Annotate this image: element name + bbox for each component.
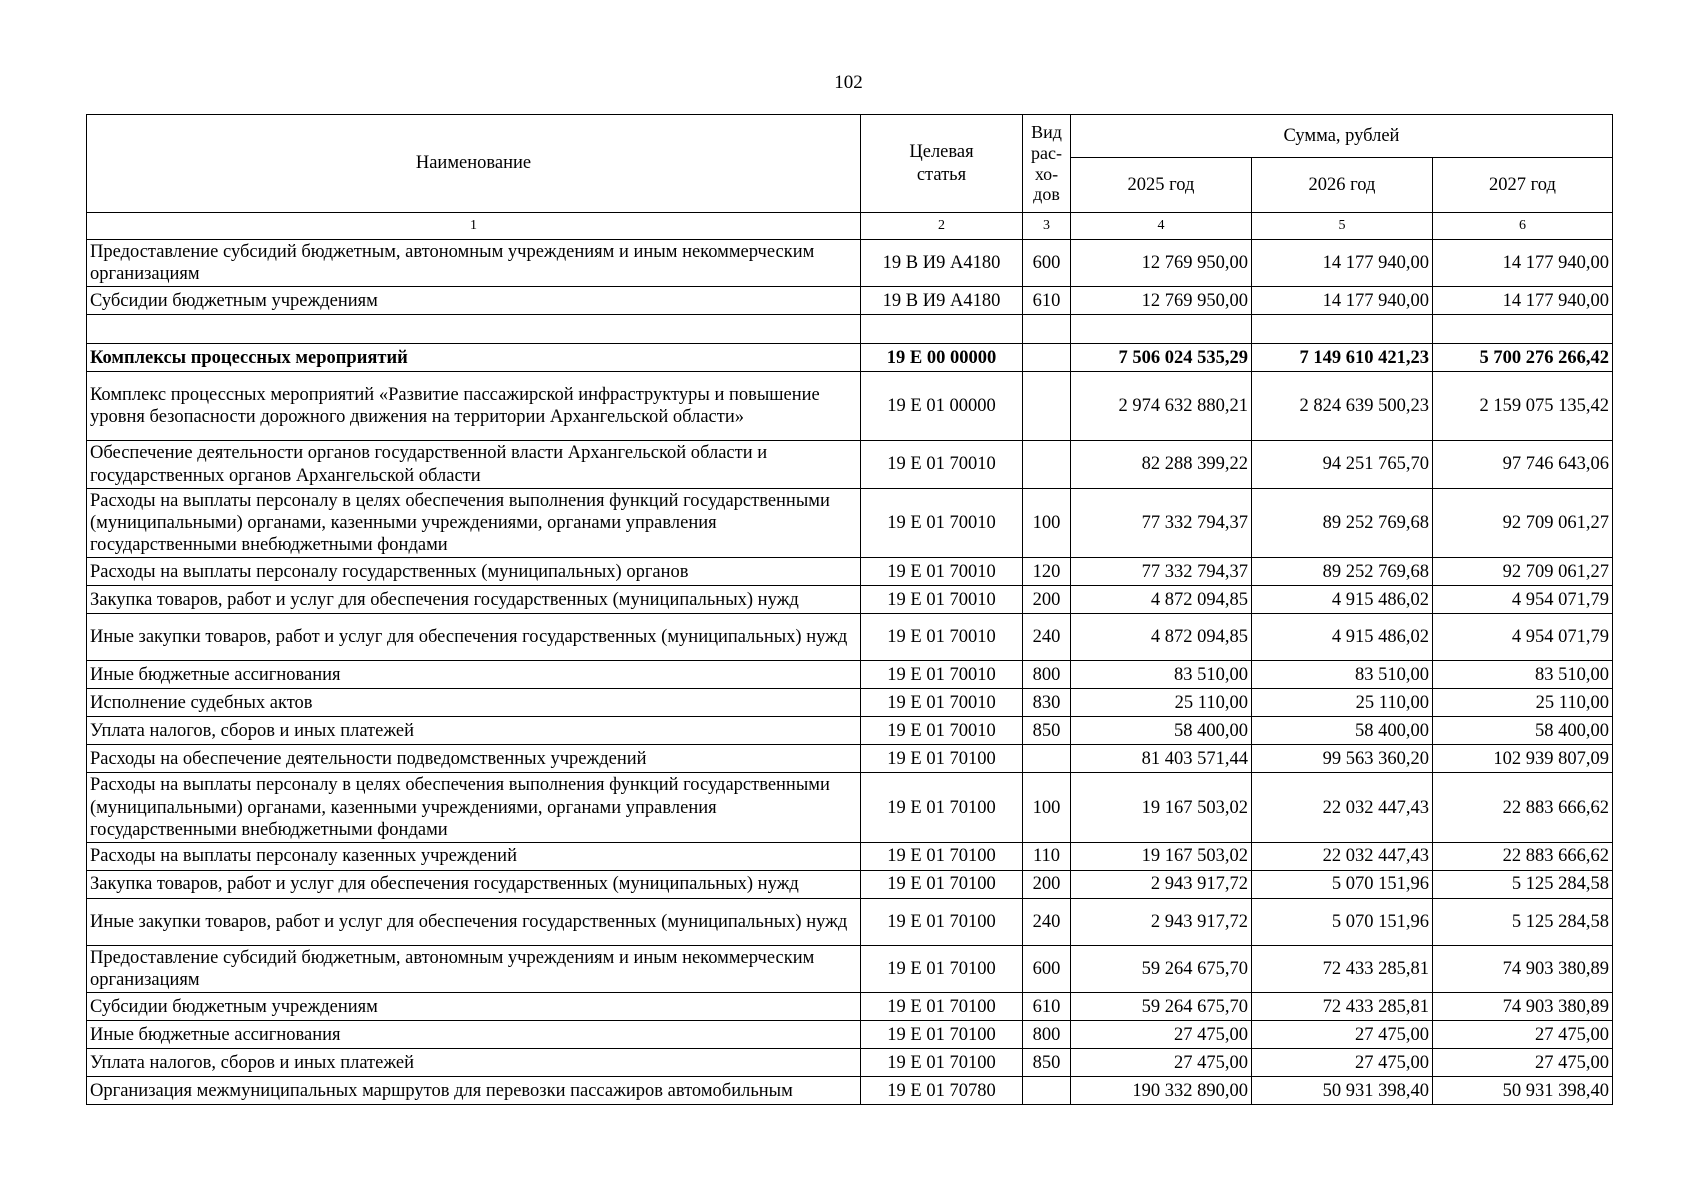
row-expense-type: 610 (1023, 993, 1071, 1021)
row-sum-2025: 2 943 917,72 (1071, 870, 1252, 898)
row-sum-2026: 14 177 940,00 (1252, 287, 1433, 315)
table-header (87, 115, 1613, 240)
column-number: 6 (1433, 213, 1613, 240)
row-target-article: 19 Е 01 70100 (861, 898, 1023, 945)
row-sum-2026: 5 070 151,96 (1252, 898, 1433, 945)
row-sum-2025: 25 110,00 (1071, 689, 1252, 717)
row-sum-2025: 4 872 094,85 (1071, 586, 1252, 614)
table-row (87, 661, 1613, 689)
row-expense-type (1023, 441, 1071, 488)
row-sum-2025: 19 167 503,02 (1071, 842, 1252, 870)
row-expense-type: 200 (1023, 586, 1071, 614)
table-row (87, 1077, 1613, 1105)
table-row (87, 287, 1613, 315)
header-target-article (861, 115, 1023, 213)
header-expense-type-line3: хо- (1034, 163, 1059, 184)
row-name: Субсидии бюджетным учреждениям (87, 993, 861, 1021)
row-target-article: 19 Е 01 70100 (861, 1049, 1023, 1077)
row-name: Комплексы процессных мероприятий (87, 344, 861, 372)
row-sum-2027: 5 125 284,58 (1433, 870, 1613, 898)
row-sum-2027: 5 125 284,58 (1433, 898, 1613, 945)
column-number: 5 (1252, 213, 1433, 240)
row-expense-type: 610 (1023, 287, 1071, 315)
row-target-article: 19 Е 01 70100 (861, 993, 1023, 1021)
row-sum-2025: 59 264 675,70 (1071, 993, 1252, 1021)
table-row (87, 240, 1613, 287)
row-sum-2026: 72 433 285,81 (1252, 993, 1433, 1021)
row-sum-2027: 58 400,00 (1433, 717, 1613, 745)
row-expense-type (1023, 1077, 1071, 1105)
row-name: Уплата налогов, сборов и иных платежей (87, 717, 861, 745)
row-name: Расходы на выплаты персоналу в целях обеспечения выполнения функций государственными (муниципальными) органами, казенными учреждениями, органами управления государственными внебюджетными фондами (87, 488, 861, 558)
column-number: 4 (1071, 213, 1252, 240)
row-sum-2025: 77 332 794,37 (1071, 558, 1252, 586)
row-sum-2026: 2 824 639 500,23 (1252, 372, 1433, 441)
table-row (87, 689, 1613, 717)
header-name: Наименование (87, 115, 861, 213)
row-sum-2026: 27 475,00 (1252, 1049, 1433, 1077)
row-expense-type: 830 (1023, 689, 1071, 717)
row-name: Уплата налогов, сборов и иных платежей (87, 1049, 861, 1077)
row-sum-2025: 82 288 399,22 (1071, 441, 1252, 488)
table-row (87, 1049, 1613, 1077)
row-name: Расходы на обеспечение деятельности подведомственных учреждений (87, 745, 861, 773)
row-sum-2027: 2 159 075 135,42 (1433, 372, 1613, 441)
row-expense-type (1023, 745, 1071, 773)
row-sum-2025: 81 403 571,44 (1071, 745, 1252, 773)
row-sum-2026: 99 563 360,20 (1252, 745, 1433, 773)
table-row (87, 441, 1613, 488)
row-target-article: 19 Е 01 70010 (861, 558, 1023, 586)
row-target-article: 19 Е 01 70010 (861, 717, 1023, 745)
row-name: Расходы на выплаты персоналу в целях обеспечения выполнения функций государственными (муниципальными) органами, казенными учреждениями, органами управления государственными внебюджетными фондами (87, 773, 861, 843)
header-expense-type (1023, 115, 1071, 213)
budget-table (86, 114, 1613, 1105)
row-target-article: 19 Е 01 70010 (861, 441, 1023, 488)
row-sum-2025: 59 264 675,70 (1071, 945, 1252, 992)
header-expense-type-line1: Вид (1031, 122, 1062, 143)
header-sum: Сумма, рублей (1071, 115, 1613, 158)
row-sum-2027: 74 903 380,89 (1433, 945, 1613, 992)
row-sum-2027: 83 510,00 (1433, 661, 1613, 689)
row-sum-2027: 22 883 666,62 (1433, 842, 1613, 870)
row-target-article: 19 В И9 А4180 (861, 287, 1023, 315)
row-expense-type (1023, 372, 1071, 441)
row-expense-type: 800 (1023, 661, 1071, 689)
table-row (87, 898, 1613, 945)
row-sum-2025: 83 510,00 (1071, 661, 1252, 689)
row-name: Иные закупки товаров, работ и услуг для обеспечения государственных (муниципальных) нужд (87, 898, 861, 945)
row-name: Иные бюджетные ассигнования (87, 1021, 861, 1049)
row-expense-type (1023, 315, 1071, 344)
row-sum-2026: 22 032 447,43 (1252, 842, 1433, 870)
row-name (87, 315, 861, 344)
row-expense-type: 100 (1023, 488, 1071, 558)
row-sum-2025: 2 974 632 880,21 (1071, 372, 1252, 441)
row-sum-2027: 97 746 643,06 (1433, 441, 1613, 488)
row-target-article: 19 Е 01 70100 (861, 945, 1023, 992)
row-sum-2026 (1252, 315, 1433, 344)
row-sum-2027: 4 954 071,79 (1433, 586, 1613, 614)
row-target-article: 19 Е 01 70100 (861, 745, 1023, 773)
row-name: Организация межмуниципальных маршрутов для перевозки пассажиров автомобильным (87, 1077, 861, 1105)
row-sum-2026: 89 252 769,68 (1252, 488, 1433, 558)
row-sum-2025: 2 943 917,72 (1071, 898, 1252, 945)
row-name: Иные закупки товаров, работ и услуг для обеспечения государственных (муниципальных) нужд (87, 614, 861, 661)
row-sum-2026: 5 070 151,96 (1252, 870, 1433, 898)
column-number: 1 (87, 213, 861, 240)
row-name: Закупка товаров, работ и услуг для обеспечения государственных (муниципальных) нужд (87, 586, 861, 614)
table-row (87, 945, 1613, 992)
row-sum-2026: 7 149 610 421,23 (1252, 344, 1433, 372)
row-expense-type: 600 (1023, 945, 1071, 992)
table-row (87, 344, 1613, 372)
row-sum-2027: 14 177 940,00 (1433, 287, 1613, 315)
table-row (87, 717, 1613, 745)
page-number: 102 (834, 72, 863, 93)
row-target-article: 19 Е 01 70010 (861, 661, 1023, 689)
row-expense-type: 850 (1023, 717, 1071, 745)
row-name: Обеспечение деятельности органов государственной власти Архангельской области и государственных органов Архангельской области (87, 441, 861, 488)
row-sum-2027 (1433, 315, 1613, 344)
row-sum-2025: 58 400,00 (1071, 717, 1252, 745)
row-sum-2027: 27 475,00 (1433, 1049, 1613, 1077)
row-sum-2025: 7 506 024 535,29 (1071, 344, 1252, 372)
row-sum-2025: 12 769 950,00 (1071, 240, 1252, 287)
row-sum-2027: 5 700 276 266,42 (1433, 344, 1613, 372)
row-sum-2026: 72 433 285,81 (1252, 945, 1433, 992)
header-target-article-line1: Целевая (909, 142, 974, 163)
row-sum-2026: 83 510,00 (1252, 661, 1433, 689)
table-row (87, 488, 1613, 558)
table-row (87, 614, 1613, 661)
table-row (87, 842, 1613, 870)
row-sum-2026: 22 032 447,43 (1252, 773, 1433, 843)
column-number: 3 (1023, 213, 1071, 240)
column-number-row (87, 213, 1613, 240)
row-expense-type: 850 (1023, 1049, 1071, 1077)
row-sum-2026: 89 252 769,68 (1252, 558, 1433, 586)
row-target-article: 19 Е 01 70780 (861, 1077, 1023, 1105)
row-target-article: 19 Е 01 70100 (861, 870, 1023, 898)
header-expense-type-line2: рас- (1031, 142, 1062, 163)
row-name: Закупка товаров, работ и услуг для обеспечения государственных (муниципальных) нужд (87, 870, 861, 898)
row-sum-2026: 94 251 765,70 (1252, 441, 1433, 488)
header-year-2027: 2027 год (1433, 158, 1613, 213)
row-sum-2027: 27 475,00 (1433, 1021, 1613, 1049)
row-expense-type: 600 (1023, 240, 1071, 287)
row-name: Исполнение судебных актов (87, 689, 861, 717)
row-name: Расходы на выплаты персоналу государственных (муниципальных) органов (87, 558, 861, 586)
column-number: 2 (861, 213, 1023, 240)
row-expense-type: 200 (1023, 870, 1071, 898)
row-target-article: 19 Е 00 00000 (861, 344, 1023, 372)
row-sum-2027: 50 931 398,40 (1433, 1077, 1613, 1105)
row-target-article: 19 Е 01 70100 (861, 1021, 1023, 1049)
row-sum-2026: 50 931 398,40 (1252, 1077, 1433, 1105)
row-expense-type: 240 (1023, 614, 1071, 661)
row-name: Комплекс процессных мероприятий «Развитие пассажирской инфраструктуры и повышение уровня безопасности дорожного движения на территории Архангельской области» (87, 372, 861, 441)
row-sum-2027: 92 709 061,27 (1433, 488, 1613, 558)
row-target-article: 19 Е 01 00000 (861, 372, 1023, 441)
row-expense-type: 120 (1023, 558, 1071, 586)
row-sum-2027: 4 954 071,79 (1433, 614, 1613, 661)
row-sum-2027: 25 110,00 (1433, 689, 1613, 717)
row-sum-2026: 4 915 486,02 (1252, 614, 1433, 661)
table-row (87, 586, 1613, 614)
row-sum-2025: 4 872 094,85 (1071, 614, 1252, 661)
row-target-article: 19 Е 01 70010 (861, 488, 1023, 558)
row-sum-2027: 14 177 940,00 (1433, 240, 1613, 287)
row-name: Расходы на выплаты персоналу казенных учреждений (87, 842, 861, 870)
header-target-article-line2: статья (916, 164, 967, 185)
table-row (87, 315, 1613, 344)
row-expense-type: 100 (1023, 773, 1071, 843)
row-sum-2025: 27 475,00 (1071, 1049, 1252, 1077)
row-sum-2027: 92 709 061,27 (1433, 558, 1613, 586)
row-target-article: 19 В И9 А4180 (861, 240, 1023, 287)
row-sum-2026: 25 110,00 (1252, 689, 1433, 717)
row-name: Предоставление субсидий бюджетным, автономным учреждениям и иным некоммерческим организациям (87, 240, 861, 287)
row-expense-type: 110 (1023, 842, 1071, 870)
row-sum-2026: 4 915 486,02 (1252, 586, 1433, 614)
row-target-article: 19 Е 01 70010 (861, 586, 1023, 614)
row-sum-2026: 27 475,00 (1252, 1021, 1433, 1049)
row-target-article: 19 Е 01 70010 (861, 614, 1023, 661)
row-sum-2025 (1071, 315, 1252, 344)
row-sum-2025: 190 332 890,00 (1071, 1077, 1252, 1105)
row-target-article: 19 Е 01 70100 (861, 773, 1023, 843)
header-year-2026: 2026 год (1252, 158, 1433, 213)
row-target-article (861, 315, 1023, 344)
row-sum-2025: 77 332 794,37 (1071, 488, 1252, 558)
row-expense-type: 800 (1023, 1021, 1071, 1049)
row-sum-2026: 58 400,00 (1252, 717, 1433, 745)
table-row (87, 745, 1613, 773)
row-sum-2026: 14 177 940,00 (1252, 240, 1433, 287)
header-year-2025: 2025 год (1071, 158, 1252, 213)
row-sum-2025: 27 475,00 (1071, 1021, 1252, 1049)
table-row (87, 558, 1613, 586)
row-sum-2027: 22 883 666,62 (1433, 773, 1613, 843)
table-row (87, 773, 1613, 843)
row-expense-type (1023, 344, 1071, 372)
row-target-article: 19 Е 01 70100 (861, 842, 1023, 870)
row-sum-2025: 19 167 503,02 (1071, 773, 1252, 843)
table-body (87, 240, 1613, 1105)
table-row (87, 372, 1613, 441)
row-expense-type: 240 (1023, 898, 1071, 945)
table-row (87, 870, 1613, 898)
row-sum-2027: 74 903 380,89 (1433, 993, 1613, 1021)
row-name: Субсидии бюджетным учреждениям (87, 287, 861, 315)
table-row (87, 993, 1613, 1021)
row-sum-2027: 102 939 807,09 (1433, 745, 1613, 773)
table-row (87, 1021, 1613, 1049)
row-target-article: 19 Е 01 70010 (861, 689, 1023, 717)
header-expense-type-line4: дов (1033, 184, 1060, 205)
row-name: Иные бюджетные ассигнования (87, 661, 861, 689)
row-sum-2025: 12 769 950,00 (1071, 287, 1252, 315)
row-name: Предоставление субсидий бюджетным, автономным учреждениям и иным некоммерческим организациям (87, 945, 861, 992)
